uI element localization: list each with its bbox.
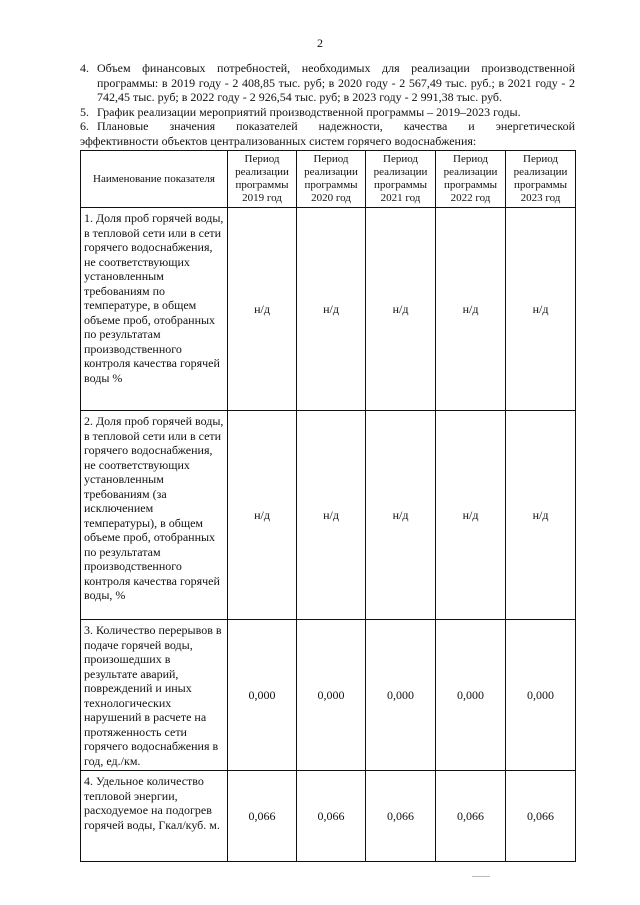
indicator-value: н/д	[366, 411, 436, 620]
indicator-value: н/д	[436, 208, 506, 411]
item-6	[80, 119, 575, 134]
numbered-items	[80, 61, 575, 148]
indicator-value: 0,066	[506, 771, 576, 862]
item-text-indicators-line1: Плановые значения показателей надежности, качества и энергетической	[97, 119, 575, 133]
table-row	[81, 771, 576, 862]
table-row	[81, 411, 576, 620]
item-number: 4.	[80, 61, 89, 75]
page-number: 2	[317, 36, 323, 50]
indicator-value: н/д	[366, 208, 436, 411]
indicator-value: н/д	[506, 208, 576, 411]
indicator-value: н/д	[506, 411, 576, 620]
column-header-2019: Период реализации программы 2019 год	[228, 151, 297, 208]
indicator-value: н/д	[297, 411, 366, 620]
indicator-value: 0,066	[366, 771, 436, 862]
item-number: 5.	[80, 104, 89, 119]
indicator-value: н/д	[228, 411, 297, 620]
table-header-row	[81, 151, 576, 208]
column-header-2020: Период реализации программы 2020 год	[297, 151, 366, 208]
column-header-2022: Период реализации программы 2022 год	[436, 151, 506, 208]
indicator-value: 0,000	[436, 620, 506, 771]
indicator-value: 0,000	[228, 620, 297, 771]
indicator-value: 0,000	[297, 620, 366, 771]
item-text-schedule: График реализации мероприятий производственной программы – 2019–2023 годы.	[97, 104, 521, 119]
indicator-value: 0,066	[228, 771, 297, 862]
indicator-value: 0,000	[506, 620, 576, 771]
item-6-continuation	[80, 134, 575, 149]
scan-mark	[472, 876, 490, 877]
item-text-financing: Объем финансовых потребностей, необходимых для реализации производственной программы: в 2019 году - 2 408,85 тыс. руб; в 2020 году - 2 567,49 тыс. руб.; в 2021 году - 2 742,45 тыс. руб; в 2022 году - 2 926,54 тыс. руб; в 2023 году - 2 991,38 тыс. руб.	[97, 61, 575, 104]
indicator-name: 3. Количество перерывов в подаче горячей воды, произошедших в результате аварий, повреждений и иных технологических нарушений в расчете на протяженность сети горячего водоснабжения в год, ед./км.	[81, 620, 228, 771]
indicator-name: 4. Удельное количество тепловой энергии, расходуемое на подогрев горячей воды, Гкал/куб. м.	[81, 771, 228, 862]
indicator-value: н/д	[297, 208, 366, 411]
table-row	[81, 208, 576, 411]
indicator-value: 0,066	[297, 771, 366, 862]
column-header-2023: Период реализации программы 2023 год	[506, 151, 576, 208]
indicators-table	[80, 150, 576, 862]
item-4	[80, 61, 575, 105]
indicator-value: 0,066	[436, 771, 506, 862]
indicator-value: н/д	[228, 208, 297, 411]
item-number: 6.	[80, 119, 89, 133]
indicator-value: 0,000	[366, 620, 436, 771]
table-row	[81, 620, 576, 771]
indicator-name: 1. Доля проб горячей воды, в тепловой сети или в сети горячего водоснабжения, не соответствующих установленным требованиям по температуре, в общем объеме проб, отобранных по результатам производственного контроля качества горячей воды %	[81, 208, 228, 411]
item-text-indicators-line2: эффективности объектов централизованных систем горячего водоснабжения:	[80, 133, 477, 148]
indicator-value: н/д	[436, 411, 506, 620]
indicator-name: 2. Доля проб горячей воды, в тепловой сети или в сети горячего водоснабжения, не соответствующих установленным требованиям (за исключением температуры), в общем объеме проб, отобранных по результатам производственного контроля качества горячей воды, %	[81, 411, 228, 620]
item-5	[80, 105, 575, 120]
column-header-indicator: Наименование показателя	[81, 151, 228, 208]
column-header-2021: Период реализации программы 2021 год	[366, 151, 436, 208]
